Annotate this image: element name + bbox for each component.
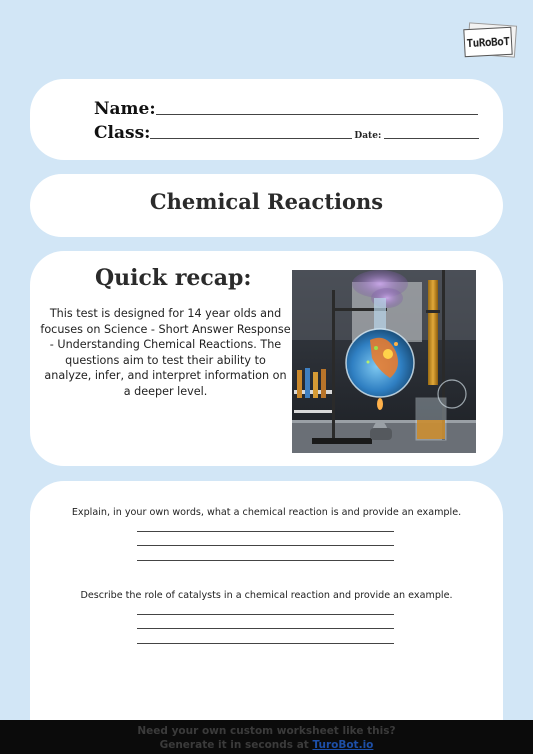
title-card: [30, 174, 503, 237]
turobot-logo: [462, 24, 516, 58]
chemistry-lab-image: [292, 270, 476, 453]
date-label: Date:: [354, 131, 382, 141]
q1-answer-line-1[interactable]: [137, 531, 394, 532]
q1-answer-line-3[interactable]: [137, 560, 394, 561]
recap-card: [30, 251, 503, 466]
recap-heading: Quick recap:: [95, 265, 252, 291]
name-field[interactable]: [156, 114, 478, 115]
class-label: Class:: [94, 123, 151, 143]
q1-answer-line-2[interactable]: [137, 545, 394, 546]
recap-text: This test is designed for 14 year olds and focuses on Science - Short Answer Response - Understanding Chemical Reactions. The questions aim to test their ability to analyze, infer, and interpret information on a deeper level.: [40, 307, 291, 398]
class-field[interactable]: [150, 138, 352, 139]
q2-answer-line-2[interactable]: [137, 628, 394, 629]
logo-text: TuRoBoT: [463, 27, 512, 57]
date-field[interactable]: [384, 138, 479, 139]
questions-card: [30, 481, 503, 741]
name-class-card: [30, 79, 503, 160]
footer-line-2-prefix: Generate it in seconds at: [159, 739, 313, 751]
q2-answer-line-1[interactable]: [137, 614, 394, 615]
name-row: [94, 99, 478, 119]
footer-line-2: [0, 738, 533, 752]
class-row: [94, 123, 479, 143]
q2-answer-line-3[interactable]: [137, 643, 394, 644]
footer-line-1: Need your own custom worksheet like this?: [137, 725, 396, 737]
promo-footer: [0, 720, 533, 754]
name-label: Name:: [94, 99, 156, 119]
worksheet-title: Chemical Reactions: [149, 189, 384, 214]
turobot-link[interactable]: TuroBot.io: [312, 739, 374, 751]
question-2-text: Describe the role of catalysts in a chemical reaction and provide an example.: [80, 590, 453, 601]
question-1-text: Explain, in your own words, what a chemical reaction is and provide an example.: [71, 507, 462, 518]
